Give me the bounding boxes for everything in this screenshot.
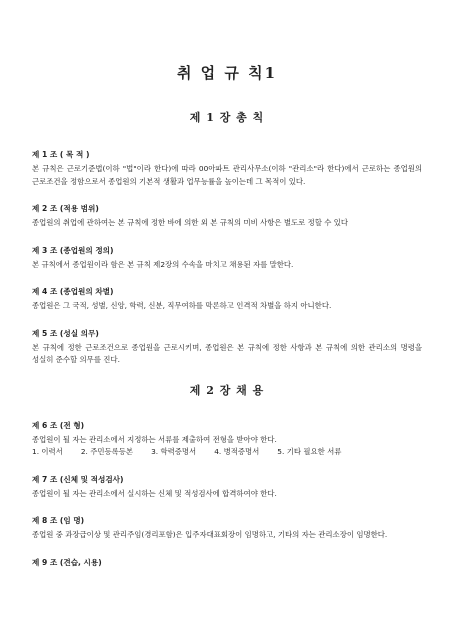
article-2-body: 종업원의 취업에 관하여는 본 규칙에 정한 바에 의한 외 본 규칙의 미비 사항은 별도로 정할 수 있다 [32,218,349,227]
article-5-body: 본 규칙에 정한 근로조건으로 종업원을 근로시키며, 종업원은 본 규칙에 정한 사항과 본 규칙에 의한 관리소의 명령을 성실히 준수할 의무를 진다. [32,342,422,364]
article-2 [32,203,422,230]
article-1 [32,149,422,188]
article-9-heading: 제 9 조 (견습, 시용) [32,557,102,567]
list-item: 2. 주민등록등본 [80,447,134,456]
required-documents-list [32,446,422,459]
list-item: 4. 병적증명서 [214,447,260,456]
chapter-1-title: 제 1 장 총 칙 [189,111,265,124]
article-4-body: 종업원은 그 국적, 성별, 신앙, 학력, 신분, 직무여하를 막론하고 인격적 차별을 하지 아니한다. [32,301,332,310]
list-item: 3. 학력증명서 [151,447,197,456]
article-9 [32,557,422,568]
article-6-body: 종업원이 될 자는 관리소에서 지정하는 서류를 제출하여 전형을 받아야 한다. [32,434,277,444]
article-3 [32,245,422,272]
article-2-heading: 제 2 조 (적용 범위) [32,204,99,213]
article-7-heading: 제 7 조 (신체 및 적성검사) [32,474,124,484]
article-1-heading: 제 1 조 ( 목 적 ) [32,150,90,159]
chapter-2-title: 제 2 장 채 용 [189,383,265,397]
list-item: 5. 기타 필요한 서류 [277,447,342,456]
article-7-body: 종업원이 될 자는 관리소에서 실시하는 신체 및 적성검사에 합격하여야 한다. [32,488,277,498]
article-8 [32,515,422,542]
article-4-heading: 제 4 조 (종업원의 차별) [32,287,114,296]
article-6 [32,420,422,459]
article-3-body: 본 규칙에서 종업원이라 함은 본 규칙 제2장의 수속을 마치고 채용된 자를 말한다. [32,259,294,269]
article-4 [32,286,422,313]
article-3-heading: 제 3 조 (종업원의 정의) [32,245,114,255]
article-5 [32,328,422,367]
article-8-heading: 제 8 조 (임 명) [32,516,85,525]
article-6-heading: 제 6 조 (전 형) [32,420,85,430]
article-7 [32,474,422,501]
article-8-body: 종업원 중 과장급이상 및 관리주임(경리포함)은 입주자대표회장이 임명하고, 기타의 자는 관리소장이 임명한다. [32,530,388,539]
article-5-heading: 제 5 조 (성실 의무) [32,328,99,338]
document-title: 취 업 규 칙1 [176,64,278,82]
article-1-body: 본 규칙은 근로기준법(이하 "법"이라 한다)에 따라 00아파트 관리사무소(이하 "관리소"라 한다)에서 근로하는 종업원의 근로조건을 정함으로서 종업원의 기본적 생활과 업무능률을 높이는데 그 목적이 있다. [32,164,422,186]
list-item: 1. 이력서 [32,447,63,456]
